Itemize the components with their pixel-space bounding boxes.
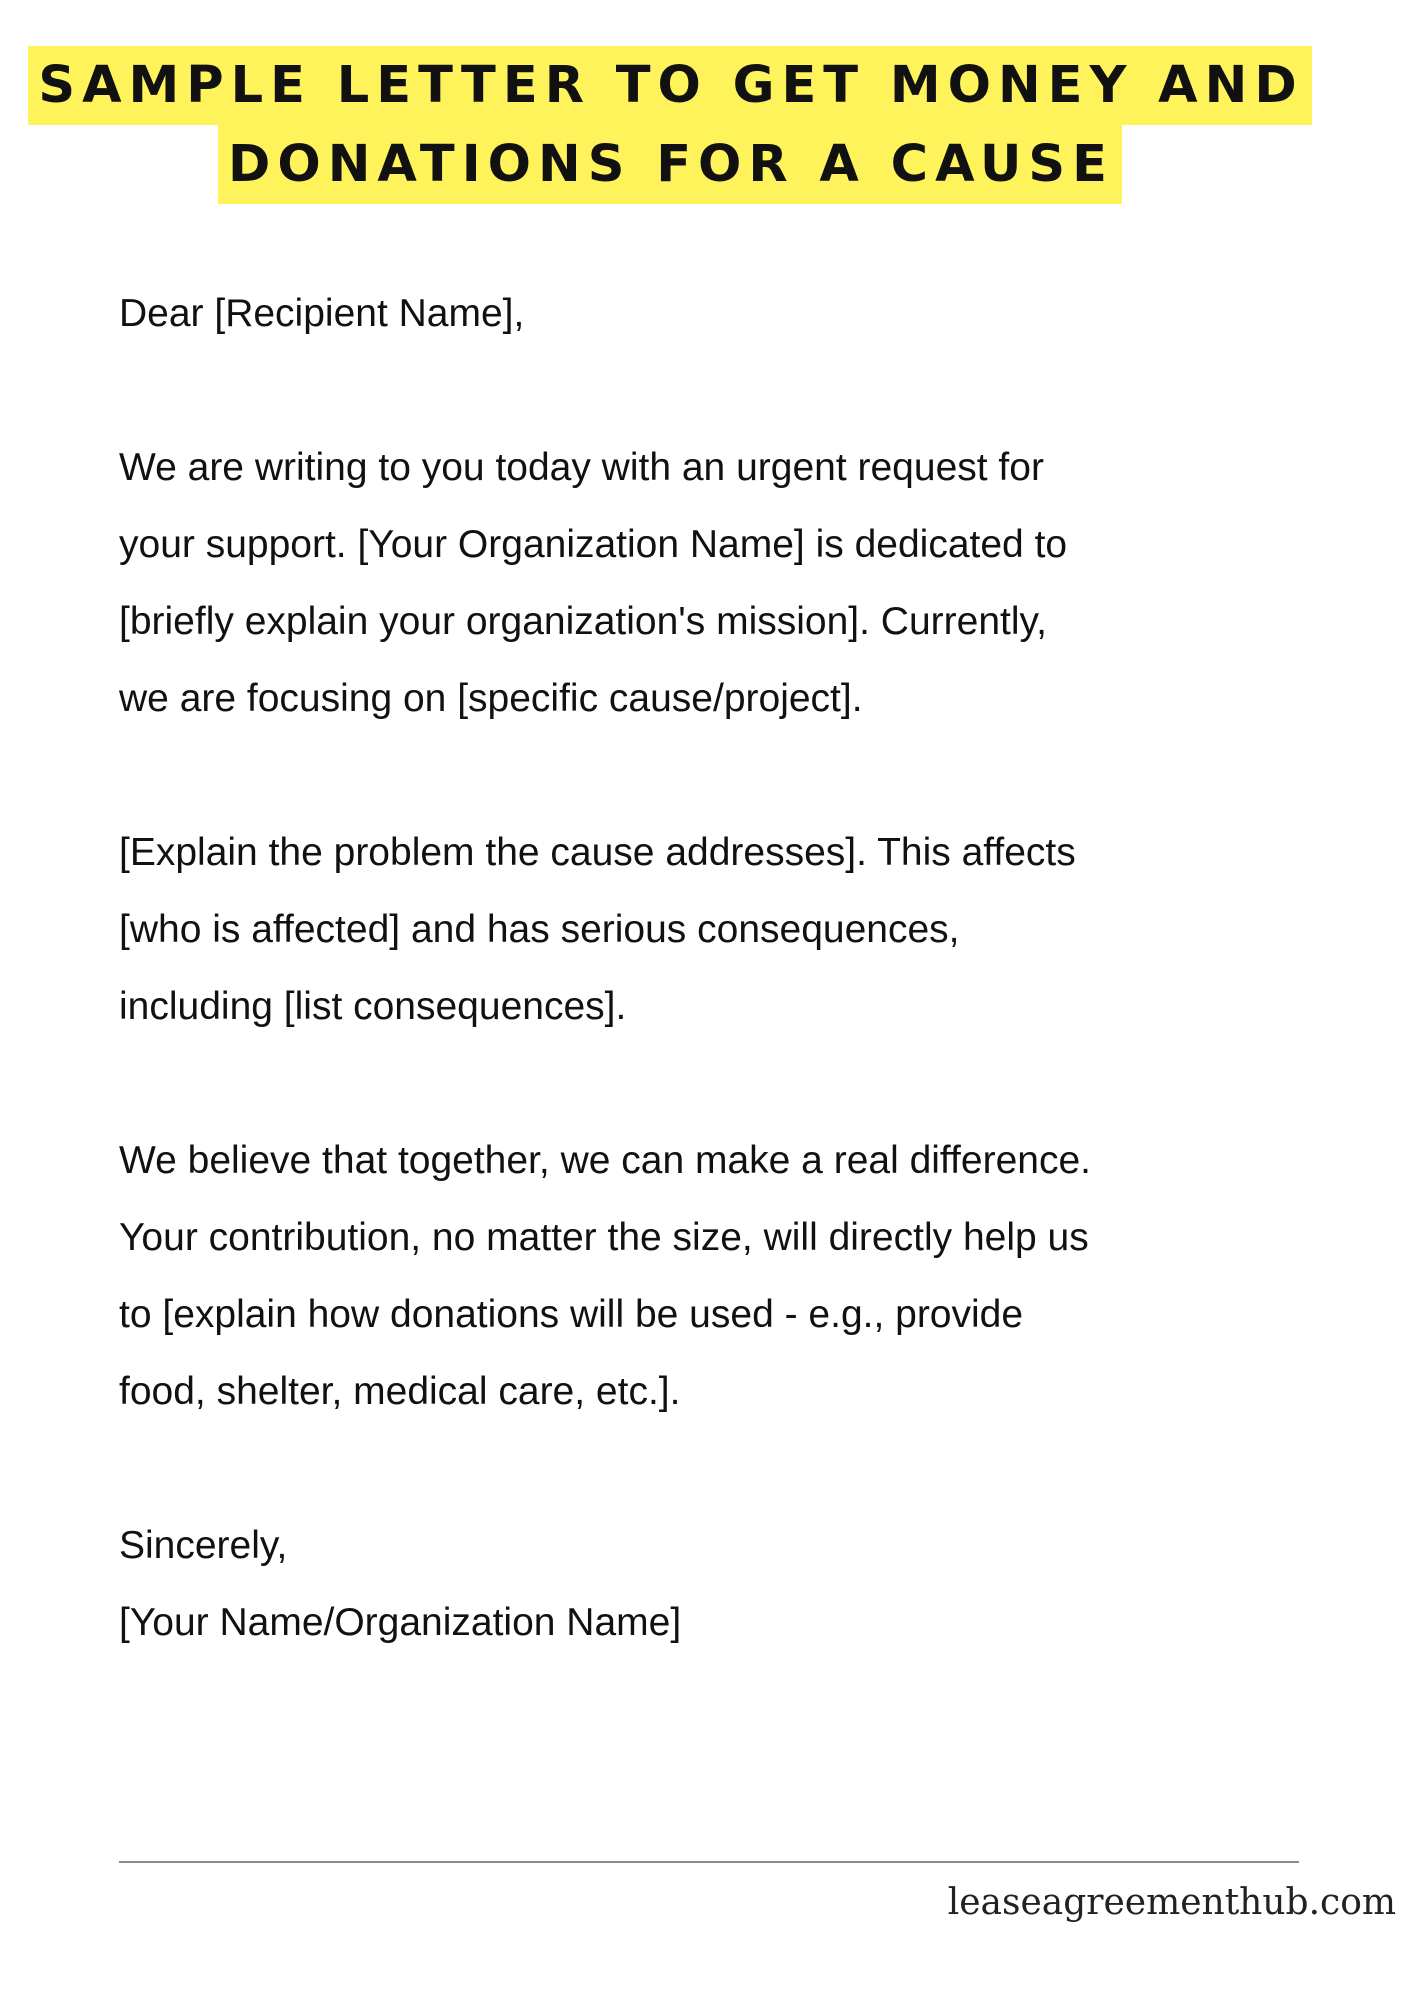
paragraph-1-line: your support. [Your Organization Name] is dedicated to (119, 523, 1068, 566)
title-line-2: DONATIONS FOR A CAUSE (218, 125, 1122, 204)
footer-website: leaseagreementhub.com (947, 1882, 1396, 1923)
paragraph-2-line: [Explain the problem the cause addresses]. This affects (119, 831, 1076, 874)
paragraph-1-line: we are focusing on [specific cause/project]. (119, 677, 863, 720)
paragraph-2-line: [who is affected] and has serious consequences, (119, 908, 960, 951)
footer-divider (119, 1861, 1299, 1863)
paragraph-1-line: We are writing to you today with an urgent request for (119, 446, 1044, 489)
letter-body (119, 275, 1349, 1661)
title-line-1: SAMPLE LETTER TO GET MONEY AND (28, 46, 1311, 125)
paragraph-3-line: to [explain how donations will be used - e.g., provide (119, 1293, 1024, 1336)
paragraph-3-line: Your contribution, no matter the size, will directly help us (119, 1216, 1089, 1259)
paragraph-1-line: [briefly explain your organization's mission]. Currently, (119, 600, 1047, 643)
paragraph-2-line: including [list consequences]. (119, 985, 627, 1028)
paragraph-3-line: We believe that together, we can make a real difference. (119, 1139, 1091, 1182)
salutation: Dear [Recipient Name], (119, 292, 525, 335)
signature: [Your Name/Organization Name] (119, 1601, 682, 1644)
paragraph-3-line: food, shelter, medical care, etc.]. (119, 1370, 681, 1413)
closing: Sincerely, (119, 1524, 288, 1567)
page-title (0, 46, 1340, 204)
